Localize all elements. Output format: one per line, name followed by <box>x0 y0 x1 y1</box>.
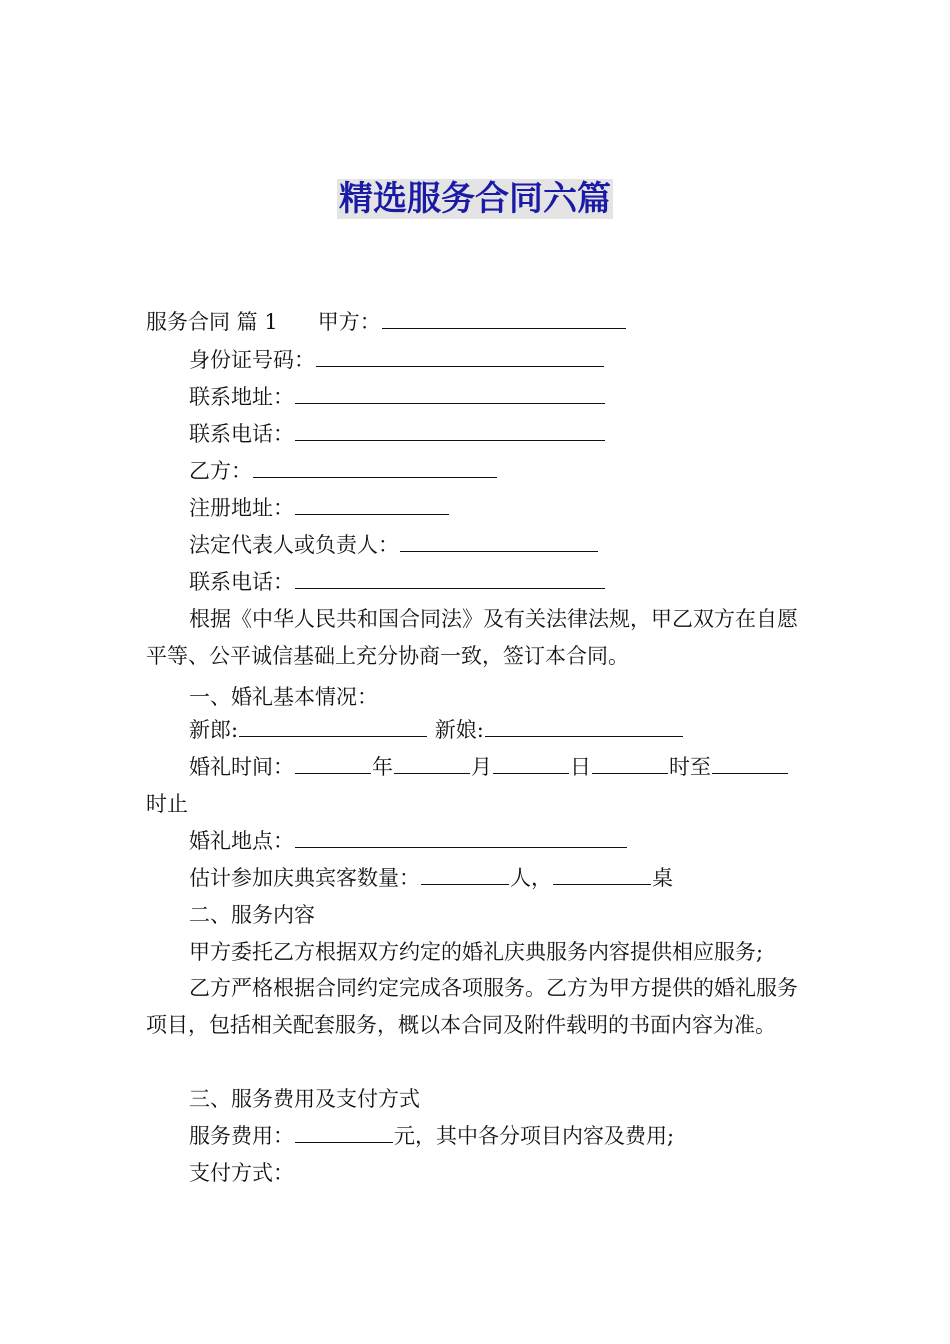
contact-address-line <box>189 383 606 411</box>
contact-phone-blank <box>295 420 605 441</box>
tables-blank <box>553 864 651 885</box>
section-heading: 服务合同 篇 1 <box>146 310 278 334</box>
year-blank <box>295 753 371 774</box>
groom-blank <box>239 716 427 737</box>
people-label: 人， <box>510 866 552 890</box>
section-3-heading: 三、服务费用及支付方式 <box>189 1087 420 1111</box>
id-number-label: 身份证号码： <box>189 348 315 372</box>
contact-address-blank <box>295 383 605 404</box>
section-2-paragraph-1: 甲方委托乙方根据双方约定的婚礼庆典服务内容提供相应服务; <box>189 940 764 964</box>
party-a-label: 甲方： <box>317 310 381 334</box>
bride-blank <box>485 716 683 737</box>
party-b-blank <box>253 457 497 478</box>
guests-blank <box>421 864 509 885</box>
party-b-label: 乙方： <box>189 459 252 483</box>
venue-label: 婚礼地点： <box>189 829 294 853</box>
contact-phone-2-blank <box>295 568 605 589</box>
bride-label: 新娘: <box>434 718 484 742</box>
wedding-time-line <box>189 753 789 781</box>
registered-address-blank <box>295 494 449 515</box>
guests-label: 估计参加庆典宾客数量： <box>189 866 420 890</box>
legal-rep-line <box>189 531 599 559</box>
section-heading-line <box>146 308 627 336</box>
venue-line <box>189 827 628 855</box>
contact-phone-2-label: 联系电话： <box>189 570 294 594</box>
venue-blank <box>295 827 627 848</box>
intro-paragraph: 根据《中华人民共和国合同法》及有关法律法规，甲乙双方在自愿平等、公平诚信基础上充分协商一致，签订本合同。 <box>146 607 798 668</box>
id-number-line <box>189 346 605 374</box>
couple-line <box>189 716 684 744</box>
registered-address-line <box>189 494 450 522</box>
time-end-label: 时止 <box>146 792 188 816</box>
section-2-paragraph-2: 乙方严格根据合同约定完成各项服务。乙方为甲方提供的婚礼服务项目，包括相关配套服务，概以本合同及附件载明的书面内容为准。 <box>146 976 798 1037</box>
id-number-blank <box>316 346 604 367</box>
hour-start-blank <box>592 753 668 774</box>
contact-phone-label: 联系电话： <box>189 422 294 446</box>
fee-line <box>189 1122 674 1150</box>
hour-end-blank <box>712 753 788 774</box>
guests-line <box>189 864 673 892</box>
document-title-text: 精选服务合同六篇 <box>339 179 611 219</box>
day-label: 日 <box>570 755 591 779</box>
fee-tail: 元，其中各分项目内容及费用; <box>394 1124 675 1148</box>
year-label: 年 <box>372 755 393 779</box>
party-b-line <box>189 457 498 485</box>
groom-label: 新郎: <box>189 718 239 742</box>
contact-phone-2-line <box>189 568 606 596</box>
month-blank <box>394 753 470 774</box>
registered-address-label: 注册地址： <box>189 496 294 520</box>
fee-blank <box>295 1122 393 1143</box>
fee-label: 服务费用： <box>189 1124 294 1148</box>
tables-label: 桌 <box>652 866 673 890</box>
legal-rep-label: 法定代表人或负责人： <box>189 533 399 557</box>
section-2-heading: 二、服务内容 <box>189 903 315 927</box>
party-a-blank <box>382 308 626 329</box>
payment-label: 支付方式： <box>189 1161 294 1185</box>
month-label: 月 <box>471 755 492 779</box>
contact-phone-line <box>189 420 606 448</box>
wedding-time-label: 婚礼时间： <box>189 755 294 779</box>
document-title <box>0 176 950 222</box>
day-blank <box>493 753 569 774</box>
section-1-heading: 一、婚礼基本情况： <box>189 685 378 709</box>
contact-address-label: 联系地址： <box>189 385 294 409</box>
legal-rep-blank <box>400 531 598 552</box>
time-to-label: 时至 <box>669 755 711 779</box>
